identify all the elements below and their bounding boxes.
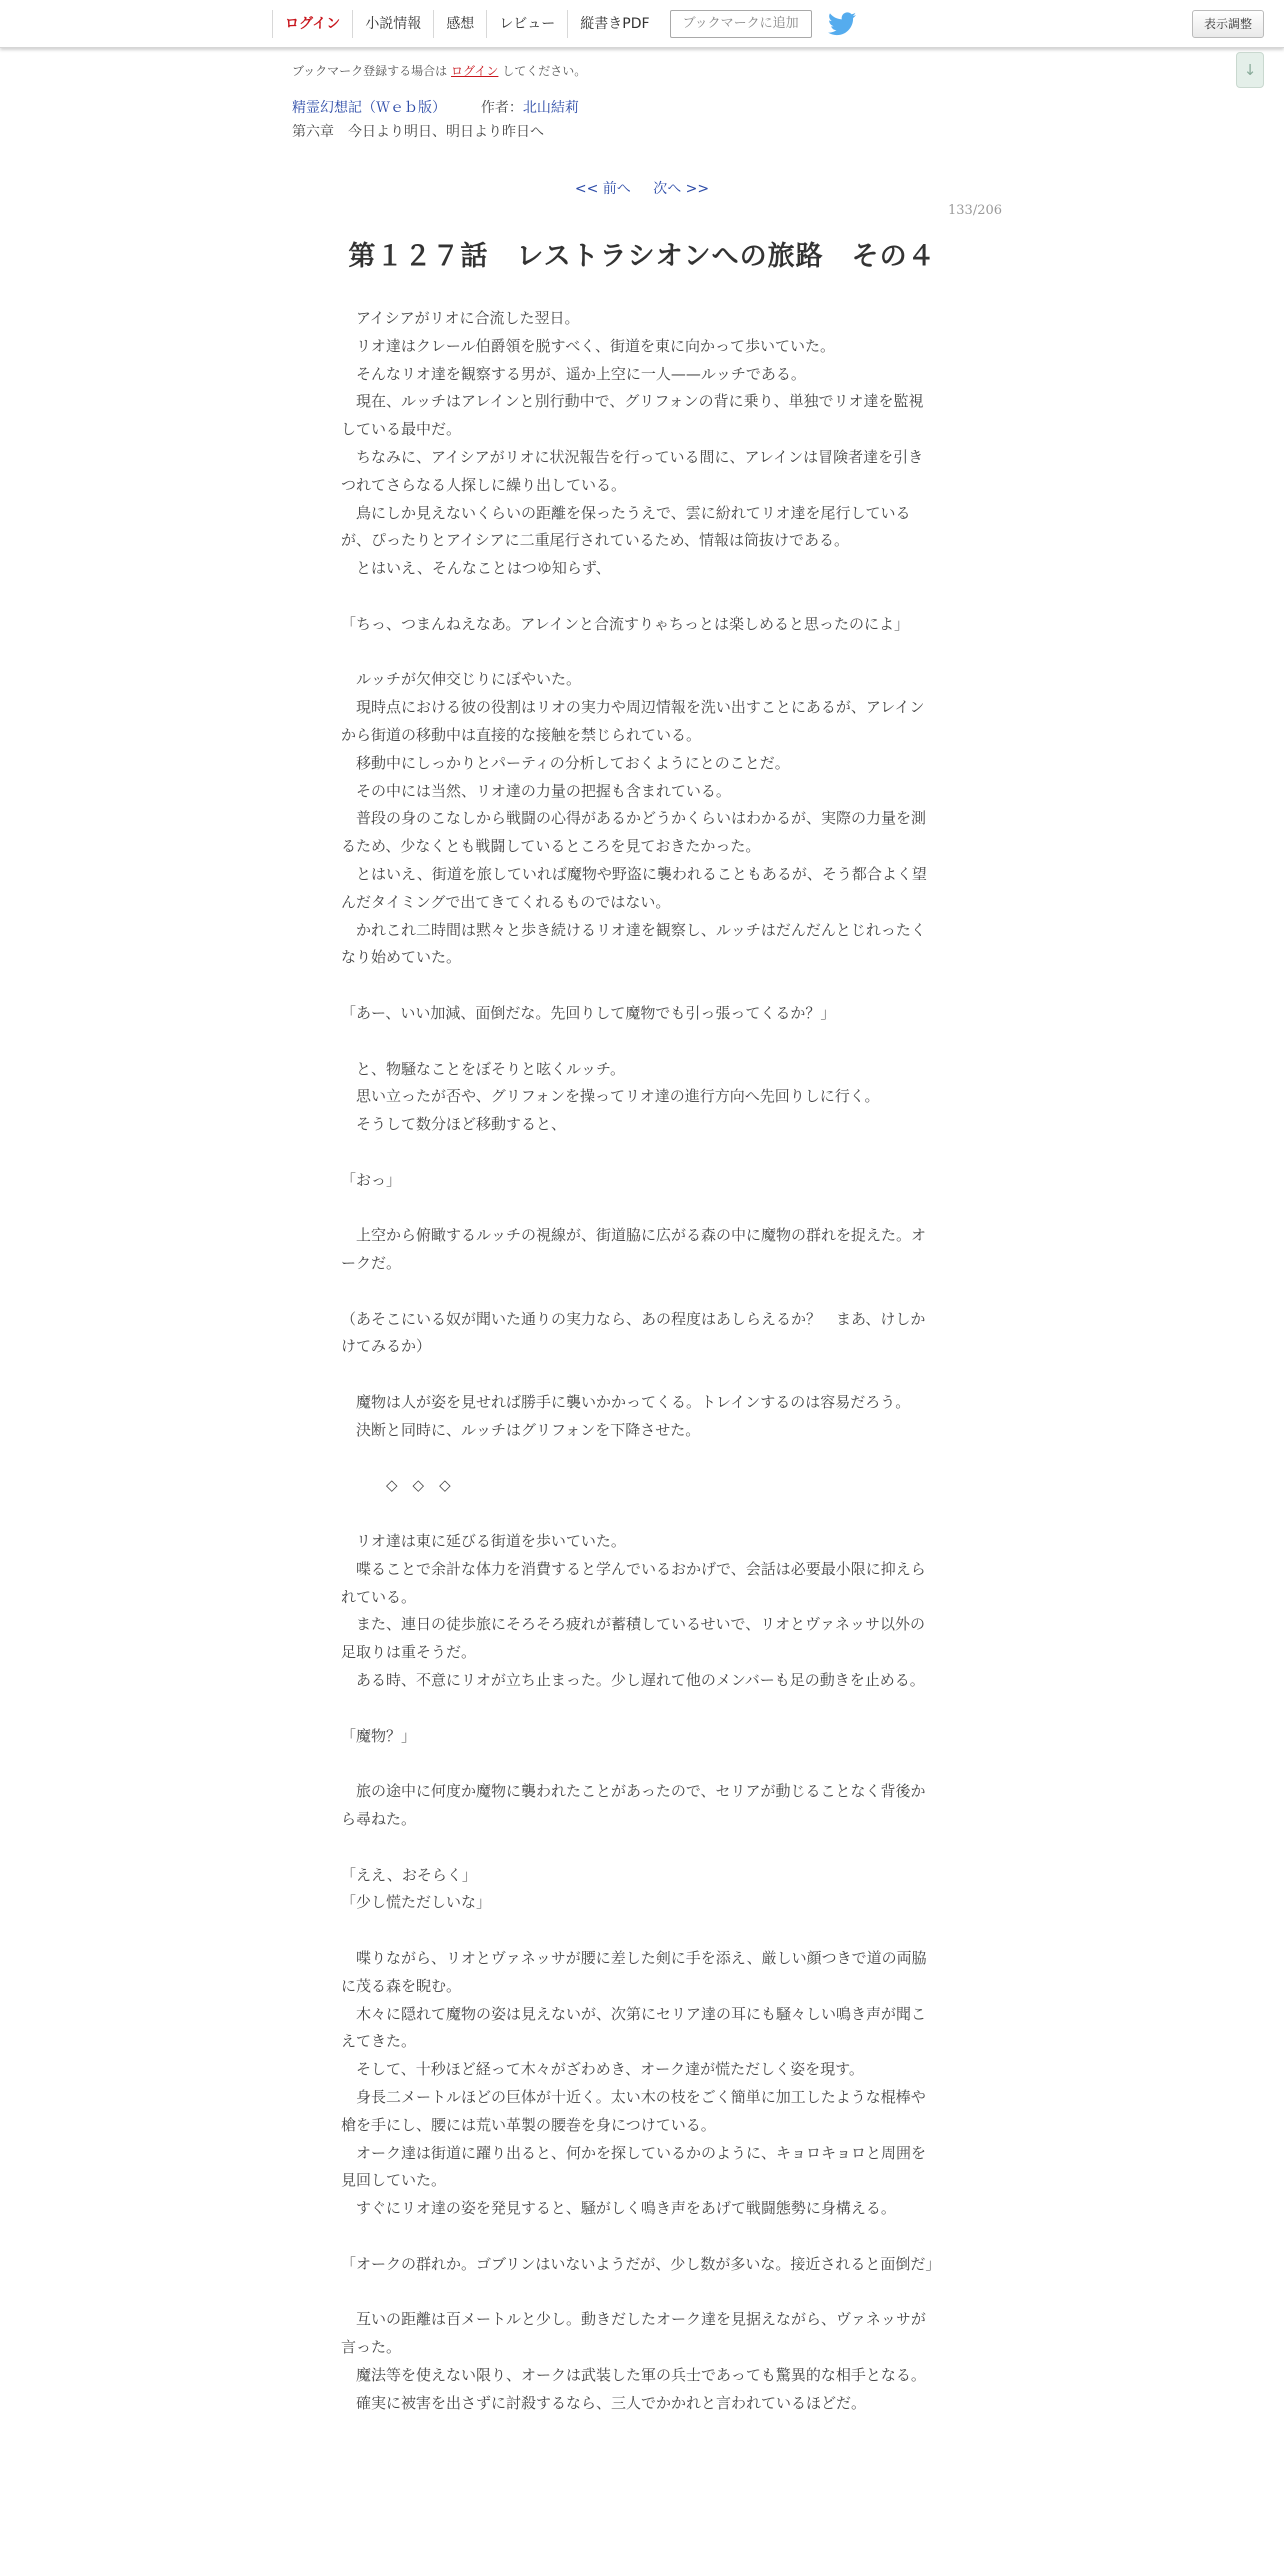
body-paragraph: 鳥にしか見えないくらいの距離を保ったうえで、雲に紛れてリオ達を尾行しているが、ぴったりとアイシアに二重尾行されているため、情報は筒抜けである。 (341, 503, 911, 550)
body-paragraph: 互いの距離は百メートルと少し。動きだしたオーク達を見据えながら、ヴァネッサが言った。 (341, 2310, 926, 2357)
nav-vertical-pdf[interactable]: 縦書きPDF (567, 10, 661, 38)
body-paragraph: オーク達は街道に躍り出ると、何かを探しているかのように、キョロキョロと周囲を見回していた。 (341, 2143, 927, 2190)
author-label: 作者： (480, 100, 523, 116)
down-arrow-icon[interactable]: ↓ (1236, 52, 1264, 88)
body-paragraph: 旅の途中に何度か魔物に襲われたことがあったので、セリアが動じることなく背後から尋ねた。 (341, 1782, 926, 1829)
body-paragraph: とはいえ、街道を旅していれば魔物や野盗に襲われることもあるが、そう都合よく望んだタイミングで出てきてくれるものではない。 (341, 864, 927, 911)
body-paragraph: かれこれ二時間は黙々と歩き続けるリオ達を観察し、ルッチはだんだんとじれったくなり始めていた。 (341, 920, 926, 967)
login-note-before: ブックマーク登録する場合は (292, 64, 448, 78)
body-paragraph (341, 583, 937, 611)
body-paragraph: 思い立ったが否や、グリフォンを操ってリオ達の進行方向へ先回りしに行く。 (341, 1087, 880, 1106)
body-paragraph: 木々に隠れて魔物の姿は見えないが、次第にセリア達の耳にも騒々しい鳴き声が聞こえてきた。 (341, 2004, 927, 2051)
body-paragraph: ◇ ◇ ◇ (341, 1476, 451, 1495)
body-paragraph: 「少し慌ただしいな」 (341, 1893, 492, 1912)
login-link[interactable]: ログイン (451, 64, 499, 78)
body-paragraph: 身長二メートルほどの巨体が十近く。太い木の枝をごく簡単に加工したような棍棒や槍を手にし、腰には荒い革製の腰巻を身につけている。 (341, 2088, 926, 2134)
page-counter: 133/206 (948, 203, 1003, 218)
body-paragraph: 上空から俯瞰するルッチの視線が、街道脇に広がる森の中に魔物の群れを捉えた。オークだ。 (341, 1226, 927, 1273)
body-paragraph (341, 1695, 937, 1723)
body-paragraph: 現在、ルッチはアレインと別行動中で、グリフォンの背に乗り、単独でリオ達を監視している最中だ。 (341, 392, 924, 439)
prev-link[interactable]: << 前へ (574, 181, 631, 197)
pager (0, 178, 1284, 198)
body-paragraph: リオ達はクレール伯爵領を脱すべく、街道を東に向かって歩いていた。 (341, 336, 835, 355)
body-paragraph (341, 1028, 937, 1056)
body-paragraph: すぐにリオ達の姿を発見すると、騒がしく鳴き声をあげて戦闘態勢に身構える。 (341, 2199, 896, 2218)
body-paragraph: ちなみに、アイシアがリオに状況報告を行っている間に、アレインは冒険者達を引きつれてさらなる人探しに繰り出している。 (341, 447, 924, 494)
body-paragraph: 現時点における彼の役割はリオの実力や周辺情報を洗い出すことにあるが、アレインから街道の移動中は直接的な接触を禁じられている。 (341, 698, 925, 744)
body-paragraph: 「オークの群れか。ゴブリンはいないようだが、少し数が多いな。接近されると面倒だ」 (341, 2254, 941, 2273)
body-paragraph: 「おっ」 (341, 1170, 402, 1189)
body-paragraph: 普段の身のこなしから戦闘の心得があるかどうかくらいはわかるが、実際の力量を測るため、少なくとも戦闘しているところを見ておきたかった。 (341, 809, 927, 856)
body-paragraph (341, 639, 937, 667)
body-paragraph: ある時、不意にリオが立ち止まった。少し遅れて他のメンバーも足の動きを止める。 (341, 1671, 925, 1690)
body-paragraph: 「あー、いい加減、面倒だな。先回りして魔物でも引っ張ってくるか？」 (341, 1003, 836, 1022)
body-paragraph: 「ええ、おそらく」 (341, 1865, 477, 1884)
body-paragraph (341, 972, 937, 1000)
nav-login[interactable]: ログイン (272, 10, 352, 38)
author-link[interactable]: 北山結莉 (522, 100, 579, 116)
main-nav (272, 10, 856, 38)
body-paragraph: と、物騒なことをぼそりと呟くルッチ。 (341, 1059, 625, 1078)
body-paragraph: アイシアがリオに合流した翌日。 (341, 309, 580, 327)
body-paragraph: 魔物は人が姿を見せれば勝手に襲いかかってくる。トレインするのは容易だろう。 (341, 1393, 911, 1412)
nav-novel-info[interactable]: 小説情報 (352, 10, 433, 38)
body-paragraph (341, 1361, 937, 1389)
chapter-title: 第六章 今日より明日、明日より昨日へ (292, 124, 544, 140)
body-paragraph: 魔法等を使えない限り、オークは武装した軍の兵士であっても驚異的な相手となる。 (341, 2365, 926, 2384)
body-paragraph (341, 1834, 937, 1862)
body-paragraph: また、連日の徒歩旅にそろそろ疲れが蓄積しているせいで、リオとヴァネッサ以外の足取りは重そうだ。 (341, 1615, 925, 1662)
body-paragraph (341, 1917, 937, 1945)
body-paragraph: 確実に被害を出さずに討殺するなら、三人でかかれと言われているほどだ。 (341, 2393, 867, 2412)
body-paragraph: ルッチが欠伸交じりにぼやいた。 (341, 670, 582, 689)
novel-meta (292, 97, 579, 117)
body-paragraph: 移動中にしっかりとパーティの分析しておくようにとのことだ。 (341, 753, 790, 772)
nav-review[interactable]: レビュー (486, 10, 567, 38)
next-link[interactable]: 次へ >> (653, 181, 710, 197)
body-paragraph: とはいえ、そんなことはつゆ知らず、 (341, 559, 611, 578)
nav-impressions[interactable]: 感想 (433, 10, 486, 38)
display-settings-button[interactable]: 表示調整 (1192, 10, 1264, 38)
twitter-bird-icon[interactable] (828, 12, 856, 36)
login-note-after: してください。 (502, 64, 587, 78)
body-paragraph: そうして数分ほど移動すると、 (341, 1115, 567, 1134)
body-paragraph: 「魔物？」 (341, 1726, 417, 1745)
body-paragraph (341, 1278, 937, 1306)
body-paragraph (341, 1500, 937, 1528)
body-paragraph (341, 1445, 937, 1473)
body-paragraph (341, 1139, 937, 1167)
body-paragraph (341, 2223, 937, 2251)
body-paragraph: 「ちっ、つまんねえなあ。アレインと合流すりゃちっとは楽しめると思ったのによ」 (341, 614, 910, 633)
novel-body (341, 305, 941, 2418)
body-paragraph: 喋りながら、リオとヴァネッサが腰に差した剣に手を添え、厳しい顔つきで道の両脇に茂る森を睨む。 (341, 1949, 927, 1995)
login-note (292, 62, 586, 79)
add-bookmark-button[interactable]: ブックマークに追加 (670, 10, 812, 38)
body-paragraph: そして、十秒ほど経って木々がざわめき、オーク達が慌ただしく姿を現す。 (341, 2060, 864, 2079)
top-bar (0, 0, 1284, 48)
episode-title: 第１２７話 レストラシオンへの旅路 その４ (348, 241, 936, 272)
body-paragraph: その中には当然、リオ達の力量の把握も含まれている。 (341, 781, 731, 800)
body-paragraph: 決断と同時に、ルッチはグリフォンを下降させた。 (341, 1420, 701, 1439)
body-paragraph: 喋ることで余計な体力を消費すると学んでいるおかげで、会話は必要最小限に抑えられている。 (341, 1559, 926, 1606)
body-paragraph (341, 1750, 937, 1778)
novel-title-link[interactable]: 精霊幻想記（Ｗｅｂ版） (292, 100, 446, 116)
body-paragraph (341, 2279, 937, 2307)
body-paragraph (341, 1195, 937, 1223)
body-paragraph: （あそこにいる奴が聞いた通りの実力なら、あの程度はあしらえるか？ まあ、けしかけてみるか） (341, 1309, 926, 1356)
body-paragraph: リオ達は東に延びる街道を歩いていた。 (341, 1532, 626, 1551)
body-paragraph: そんなリオ達を観察する男が、遥か上空に一人——ルッチである。 (341, 364, 806, 383)
